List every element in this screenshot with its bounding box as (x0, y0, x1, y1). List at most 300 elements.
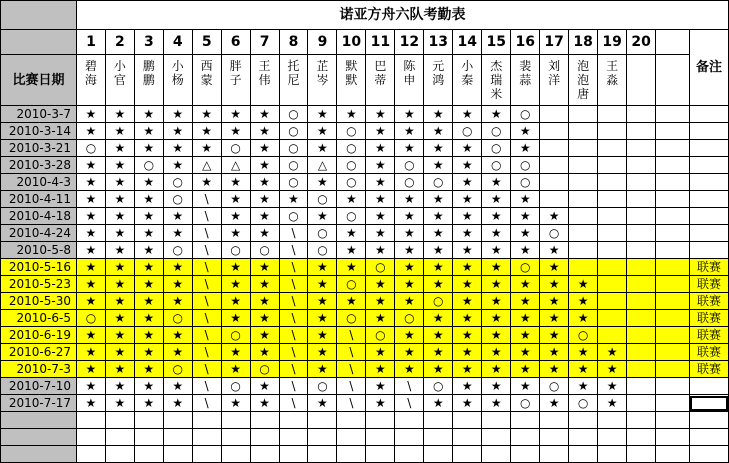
match-date[interactable]: 2010-4-18 (1, 208, 77, 225)
empty-cell[interactable] (221, 446, 250, 463)
attendance-mark[interactable]: ★ (511, 208, 540, 225)
remark-cell[interactable] (689, 395, 728, 412)
attendance-mark[interactable]: ★ (105, 174, 134, 191)
attendance-mark[interactable]: ★ (511, 310, 540, 327)
attendance-mark[interactable]: ★ (540, 310, 569, 327)
attendance-mark[interactable]: ★ (540, 259, 569, 276)
match-date[interactable]: 2010-5-16 (1, 259, 77, 276)
attendance-mark[interactable]: ★ (250, 191, 279, 208)
blank-cell[interactable] (656, 378, 690, 395)
attendance-mark[interactable]: ○ (540, 378, 569, 395)
attendance-mark[interactable]: ★ (453, 174, 482, 191)
empty-cell[interactable] (76, 412, 105, 429)
attendance-mark[interactable]: ★ (366, 310, 395, 327)
attendance-mark[interactable]: ★ (366, 174, 395, 191)
attendance-mark[interactable]: ★ (366, 106, 395, 123)
attendance-mark[interactable]: ★ (163, 293, 192, 310)
attendance-mark[interactable]: ★ (163, 327, 192, 344)
attendance-mark[interactable]: ★ (337, 191, 366, 208)
attendance-mark[interactable] (627, 293, 656, 310)
match-date[interactable]: 2010-6-5 (1, 310, 77, 327)
remark-column-header[interactable]: 备注 (689, 30, 728, 106)
attendance-mark[interactable]: ★ (424, 310, 453, 327)
attendance-mark[interactable]: ★ (366, 361, 395, 378)
attendance-mark[interactable]: ○ (511, 395, 540, 412)
remark-cell[interactable]: 联赛 (689, 310, 728, 327)
attendance-mark[interactable] (627, 310, 656, 327)
attendance-mark[interactable]: ★ (395, 242, 424, 259)
attendance-mark[interactable]: ★ (163, 157, 192, 174)
attendance-mark[interactable]: ★ (453, 327, 482, 344)
attendance-mark[interactable]: ○ (163, 361, 192, 378)
blank-cell[interactable] (656, 174, 690, 191)
player-name-15[interactable] (482, 55, 511, 106)
match-date[interactable]: 2010-3-7 (1, 106, 77, 123)
attendance-mark[interactable]: ○ (540, 225, 569, 242)
remark-cell[interactable] (689, 225, 728, 242)
attendance-mark[interactable] (598, 123, 627, 140)
attendance-mark[interactable]: ★ (250, 310, 279, 327)
attendance-mark[interactable]: ★ (453, 361, 482, 378)
attendance-mark[interactable]: ★ (482, 293, 511, 310)
attendance-mark[interactable] (627, 140, 656, 157)
blank-header-cell[interactable] (656, 30, 690, 55)
attendance-mark[interactable]: ★ (395, 361, 424, 378)
player-number-2[interactable]: 2 (105, 30, 134, 55)
remark-cell[interactable]: 联赛 (689, 276, 728, 293)
attendance-mark[interactable] (598, 276, 627, 293)
attendance-mark[interactable]: ★ (76, 106, 105, 123)
attendance-mark[interactable]: ★ (569, 361, 598, 378)
attendance-mark[interactable]: ★ (192, 174, 221, 191)
attendance-mark[interactable]: ○ (424, 378, 453, 395)
attendance-mark[interactable]: ★ (453, 106, 482, 123)
empty-cell[interactable] (337, 429, 366, 446)
player-name-5[interactable] (192, 55, 221, 106)
attendance-mark[interactable]: ★ (105, 225, 134, 242)
attendance-mark[interactable]: ★ (163, 106, 192, 123)
attendance-mark[interactable]: ★ (192, 123, 221, 140)
attendance-mark[interactable]: ★ (250, 378, 279, 395)
attendance-mark[interactable]: ★ (453, 225, 482, 242)
sheet-title[interactable]: 诺亚方舟六队考勤表 (76, 1, 728, 30)
blank-cell[interactable] (656, 310, 690, 327)
attendance-mark[interactable]: ○ (221, 242, 250, 259)
empty-cell[interactable] (395, 412, 424, 429)
attendance-mark[interactable]: ★ (105, 140, 134, 157)
attendance-mark[interactable]: ○ (337, 276, 366, 293)
attendance-mark[interactable]: △ (308, 157, 337, 174)
blank-cell[interactable] (656, 276, 690, 293)
attendance-mark[interactable]: ★ (250, 123, 279, 140)
corner-cell[interactable] (1, 1, 77, 30)
attendance-mark[interactable]: ★ (163, 344, 192, 361)
attendance-mark[interactable]: ★ (308, 106, 337, 123)
attendance-mark[interactable]: ★ (76, 293, 105, 310)
player-name-17[interactable] (540, 55, 569, 106)
attendance-mark[interactable]: ○ (337, 174, 366, 191)
player-name-7[interactable] (250, 55, 279, 106)
attendance-mark[interactable]: ★ (482, 191, 511, 208)
attendance-mark[interactable]: ★ (453, 276, 482, 293)
attendance-mark[interactable] (627, 174, 656, 191)
attendance-mark[interactable]: ★ (308, 259, 337, 276)
attendance-mark[interactable] (569, 140, 598, 157)
attendance-mark[interactable]: ★ (511, 361, 540, 378)
blank-cell[interactable] (656, 344, 690, 361)
attendance-mark[interactable]: ★ (366, 242, 395, 259)
attendance-mark[interactable]: ★ (366, 208, 395, 225)
attendance-mark[interactable]: ★ (424, 140, 453, 157)
attendance-mark[interactable]: ★ (424, 225, 453, 242)
attendance-mark[interactable]: ★ (511, 327, 540, 344)
attendance-mark[interactable]: ○ (134, 157, 163, 174)
attendance-mark[interactable]: ★ (366, 276, 395, 293)
attendance-mark[interactable]: ★ (366, 191, 395, 208)
player-name-10[interactable] (337, 55, 366, 106)
player-name-9[interactable] (308, 55, 337, 106)
attendance-mark[interactable]: ★ (337, 259, 366, 276)
attendance-mark[interactable]: \ (192, 378, 221, 395)
attendance-mark[interactable]: ○ (424, 174, 453, 191)
attendance-mark[interactable] (540, 123, 569, 140)
empty-cell[interactable] (250, 446, 279, 463)
blank-cell[interactable] (656, 140, 690, 157)
attendance-mark[interactable]: ★ (105, 123, 134, 140)
attendance-mark[interactable]: ★ (540, 344, 569, 361)
attendance-mark[interactable]: ★ (134, 327, 163, 344)
attendance-mark[interactable] (627, 361, 656, 378)
empty-cell[interactable] (482, 412, 511, 429)
attendance-mark[interactable]: ★ (308, 208, 337, 225)
attendance-mark[interactable]: ★ (482, 208, 511, 225)
attendance-mark[interactable] (598, 327, 627, 344)
player-number-1[interactable]: 1 (76, 30, 105, 55)
empty-cell[interactable] (511, 412, 540, 429)
player-number-12[interactable]: 12 (395, 30, 424, 55)
attendance-mark[interactable]: \ (279, 378, 308, 395)
remark-cell[interactable] (689, 208, 728, 225)
attendance-mark[interactable]: \ (192, 276, 221, 293)
player-name-3[interactable] (134, 55, 163, 106)
empty-cell[interactable] (134, 446, 163, 463)
attendance-mark[interactable]: ★ (482, 361, 511, 378)
attendance-mark[interactable]: ★ (598, 378, 627, 395)
player-name-12[interactable] (395, 55, 424, 106)
attendance-mark[interactable]: ○ (337, 123, 366, 140)
attendance-mark[interactable]: ★ (76, 361, 105, 378)
attendance-mark[interactable] (569, 191, 598, 208)
empty-cell[interactable] (250, 412, 279, 429)
attendance-mark[interactable]: ★ (250, 106, 279, 123)
empty-cell[interactable] (689, 446, 728, 463)
attendance-mark[interactable]: ★ (424, 276, 453, 293)
attendance-mark[interactable]: ★ (395, 106, 424, 123)
attendance-mark[interactable]: \ (192, 208, 221, 225)
attendance-mark[interactable]: ★ (221, 106, 250, 123)
player-number-7[interactable]: 7 (250, 30, 279, 55)
attendance-mark[interactable]: ★ (453, 191, 482, 208)
empty-cell[interactable] (279, 412, 308, 429)
empty-cell[interactable] (366, 429, 395, 446)
empty-cell[interactable] (395, 429, 424, 446)
attendance-mark[interactable]: ○ (221, 140, 250, 157)
empty-cell[interactable] (424, 412, 453, 429)
attendance-mark[interactable]: ★ (134, 361, 163, 378)
attendance-mark[interactable]: ★ (134, 140, 163, 157)
blank-cell[interactable] (656, 395, 690, 412)
attendance-mark[interactable]: ★ (76, 208, 105, 225)
match-date[interactable]: 2010-4-3 (1, 174, 77, 191)
attendance-mark[interactable]: ○ (569, 327, 598, 344)
player-number-10[interactable]: 10 (337, 30, 366, 55)
attendance-mark[interactable]: \ (192, 310, 221, 327)
empty-cell[interactable] (656, 429, 690, 446)
player-name-8[interactable] (279, 55, 308, 106)
attendance-mark[interactable]: ★ (540, 395, 569, 412)
attendance-mark[interactable]: ★ (482, 276, 511, 293)
attendance-mark[interactable]: ○ (76, 310, 105, 327)
attendance-mark[interactable] (598, 293, 627, 310)
attendance-mark[interactable] (627, 378, 656, 395)
empty-cell[interactable] (192, 412, 221, 429)
attendance-mark[interactable]: ○ (250, 242, 279, 259)
attendance-mark[interactable]: ★ (453, 310, 482, 327)
attendance-mark[interactable]: ★ (192, 140, 221, 157)
attendance-mark[interactable]: ★ (250, 208, 279, 225)
empty-cell[interactable] (689, 429, 728, 446)
attendance-mark[interactable]: ★ (134, 191, 163, 208)
attendance-mark[interactable]: ★ (250, 140, 279, 157)
empty-cell[interactable] (424, 446, 453, 463)
attendance-mark[interactable]: ★ (250, 259, 279, 276)
attendance-mark[interactable]: ★ (134, 123, 163, 140)
empty-cell[interactable] (656, 412, 690, 429)
attendance-mark[interactable]: \ (192, 361, 221, 378)
attendance-mark[interactable]: ★ (598, 361, 627, 378)
empty-cell[interactable] (337, 446, 366, 463)
attendance-mark[interactable] (540, 140, 569, 157)
match-date[interactable]: 2010-7-3 (1, 361, 77, 378)
attendance-mark[interactable] (627, 259, 656, 276)
attendance-mark[interactable] (598, 242, 627, 259)
attendance-mark[interactable]: \ (337, 395, 366, 412)
empty-cell[interactable] (308, 412, 337, 429)
attendance-mark[interactable]: ★ (598, 395, 627, 412)
attendance-mark[interactable]: \ (192, 242, 221, 259)
empty-cell[interactable] (279, 446, 308, 463)
empty-date-cell[interactable] (1, 446, 77, 463)
empty-cell[interactable] (627, 429, 656, 446)
attendance-mark[interactable]: ○ (366, 327, 395, 344)
attendance-mark[interactable]: ★ (76, 259, 105, 276)
attendance-mark[interactable]: ○ (511, 106, 540, 123)
attendance-mark[interactable]: ○ (308, 225, 337, 242)
attendance-mark[interactable]: ★ (337, 242, 366, 259)
attendance-mark[interactable]: \ (337, 361, 366, 378)
attendance-mark[interactable]: ○ (163, 191, 192, 208)
attendance-mark[interactable]: ○ (511, 174, 540, 191)
attendance-mark[interactable]: ★ (308, 344, 337, 361)
attendance-mark[interactable]: ★ (482, 259, 511, 276)
attendance-mark[interactable]: ★ (511, 242, 540, 259)
attendance-mark[interactable] (627, 327, 656, 344)
player-number-4[interactable]: 4 (163, 30, 192, 55)
attendance-mark[interactable]: ★ (453, 395, 482, 412)
attendance-mark[interactable]: ★ (569, 310, 598, 327)
attendance-mark[interactable]: ★ (163, 208, 192, 225)
attendance-mark[interactable]: \ (192, 259, 221, 276)
attendance-mark[interactable]: ★ (134, 106, 163, 123)
attendance-mark[interactable]: \ (192, 344, 221, 361)
attendance-mark[interactable]: ★ (134, 208, 163, 225)
remark-cell[interactable]: 联赛 (689, 293, 728, 310)
attendance-mark[interactable]: ★ (598, 344, 627, 361)
empty-cell[interactable] (105, 429, 134, 446)
attendance-mark[interactable]: ★ (511, 276, 540, 293)
attendance-mark[interactable]: ★ (395, 140, 424, 157)
attendance-mark[interactable]: ○ (482, 157, 511, 174)
attendance-mark[interactable]: ★ (105, 327, 134, 344)
blank-cell[interactable] (656, 242, 690, 259)
attendance-mark[interactable]: ★ (424, 242, 453, 259)
attendance-mark[interactable]: ★ (308, 327, 337, 344)
player-number-14[interactable]: 14 (453, 30, 482, 55)
attendance-mark[interactable]: ★ (105, 310, 134, 327)
attendance-mark[interactable] (598, 208, 627, 225)
attendance-mark[interactable]: \ (192, 225, 221, 242)
empty-cell[interactable] (308, 429, 337, 446)
attendance-mark[interactable]: ★ (308, 361, 337, 378)
match-date[interactable]: 2010-3-28 (1, 157, 77, 174)
attendance-mark[interactable]: ★ (76, 395, 105, 412)
attendance-mark[interactable]: ○ (279, 208, 308, 225)
blank-cell[interactable] (656, 361, 690, 378)
attendance-mark[interactable]: ★ (192, 106, 221, 123)
empty-cell[interactable] (569, 429, 598, 446)
attendance-mark[interactable]: ○ (395, 174, 424, 191)
attendance-mark[interactable]: ○ (250, 361, 279, 378)
attendance-mark[interactable]: ★ (453, 242, 482, 259)
blank-cell[interactable] (656, 191, 690, 208)
empty-cell[interactable] (221, 412, 250, 429)
player-number-11[interactable]: 11 (366, 30, 395, 55)
player-number-9[interactable]: 9 (308, 30, 337, 55)
attendance-mark[interactable]: ★ (424, 191, 453, 208)
attendance-mark[interactable]: ★ (105, 106, 134, 123)
attendance-mark[interactable]: ★ (424, 106, 453, 123)
empty-cell[interactable] (598, 446, 627, 463)
attendance-mark[interactable]: ★ (337, 225, 366, 242)
attendance-mark[interactable]: ★ (482, 174, 511, 191)
attendance-mark[interactable]: ★ (134, 344, 163, 361)
match-date[interactable]: 2010-6-19 (1, 327, 77, 344)
attendance-mark[interactable]: ○ (337, 310, 366, 327)
attendance-mark[interactable]: ★ (105, 191, 134, 208)
player-number-3[interactable]: 3 (134, 30, 163, 55)
empty-cell[interactable] (395, 446, 424, 463)
attendance-mark[interactable]: ★ (134, 378, 163, 395)
empty-cell[interactable] (163, 412, 192, 429)
remark-cell[interactable] (689, 123, 728, 140)
attendance-mark[interactable]: ★ (395, 259, 424, 276)
empty-cell[interactable] (105, 412, 134, 429)
match-date[interactable]: 2010-6-27 (1, 344, 77, 361)
attendance-mark[interactable]: \ (192, 395, 221, 412)
attendance-mark[interactable]: ★ (221, 191, 250, 208)
attendance-mark[interactable]: ★ (163, 259, 192, 276)
attendance-mark[interactable]: ★ (163, 378, 192, 395)
attendance-mark[interactable]: \ (279, 225, 308, 242)
attendance-mark[interactable]: ★ (221, 123, 250, 140)
attendance-mark[interactable]: ★ (308, 123, 337, 140)
attendance-mark[interactable]: ★ (221, 310, 250, 327)
attendance-mark[interactable]: \ (279, 395, 308, 412)
attendance-mark[interactable] (598, 191, 627, 208)
attendance-mark[interactable]: ★ (424, 395, 453, 412)
attendance-mark[interactable]: ★ (395, 191, 424, 208)
attendance-mark[interactable]: \ (192, 327, 221, 344)
attendance-mark[interactable]: \ (279, 276, 308, 293)
attendance-mark[interactable]: ○ (569, 395, 598, 412)
attendance-mark[interactable]: ★ (424, 157, 453, 174)
empty-cell[interactable] (627, 412, 656, 429)
empty-cell[interactable] (689, 412, 728, 429)
attendance-mark[interactable]: ★ (482, 395, 511, 412)
attendance-mark[interactable]: \ (279, 259, 308, 276)
attendance-mark[interactable]: ★ (308, 174, 337, 191)
remark-cell[interactable]: 联赛 (689, 327, 728, 344)
attendance-mark[interactable]: ○ (453, 123, 482, 140)
attendance-mark[interactable]: \ (395, 378, 424, 395)
attendance-mark[interactable]: \ (279, 344, 308, 361)
attendance-mark[interactable]: ★ (134, 395, 163, 412)
attendance-mark[interactable] (627, 157, 656, 174)
attendance-mark[interactable]: ★ (105, 276, 134, 293)
player-name-13[interactable] (424, 55, 453, 106)
attendance-mark[interactable]: ★ (366, 123, 395, 140)
player-number-18[interactable]: 18 (569, 30, 598, 55)
attendance-mark[interactable] (627, 242, 656, 259)
remark-cell[interactable] (689, 191, 728, 208)
blank-cell[interactable] (656, 259, 690, 276)
attendance-mark[interactable]: ★ (540, 293, 569, 310)
empty-cell[interactable] (656, 446, 690, 463)
attendance-mark[interactable] (569, 225, 598, 242)
player-name-16[interactable] (511, 55, 540, 106)
player-number-16[interactable]: 16 (511, 30, 540, 55)
attendance-mark[interactable]: ★ (221, 174, 250, 191)
player-name-20[interactable] (627, 55, 656, 106)
attendance-mark[interactable]: ★ (134, 293, 163, 310)
attendance-mark[interactable]: ★ (221, 208, 250, 225)
player-name-19[interactable] (598, 55, 627, 106)
attendance-mark[interactable] (627, 395, 656, 412)
attendance-mark[interactable]: \ (279, 242, 308, 259)
attendance-mark[interactable]: ★ (76, 276, 105, 293)
attendance-mark[interactable]: ★ (134, 174, 163, 191)
player-name-6[interactable] (221, 55, 250, 106)
attendance-mark[interactable]: ★ (221, 225, 250, 242)
attendance-mark[interactable]: ★ (76, 242, 105, 259)
player-number-8[interactable]: 8 (279, 30, 308, 55)
attendance-mark[interactable] (598, 259, 627, 276)
empty-cell[interactable] (482, 446, 511, 463)
attendance-mark[interactable] (540, 106, 569, 123)
attendance-mark[interactable]: ○ (511, 157, 540, 174)
attendance-mark[interactable]: ★ (105, 242, 134, 259)
attendance-mark[interactable] (627, 106, 656, 123)
